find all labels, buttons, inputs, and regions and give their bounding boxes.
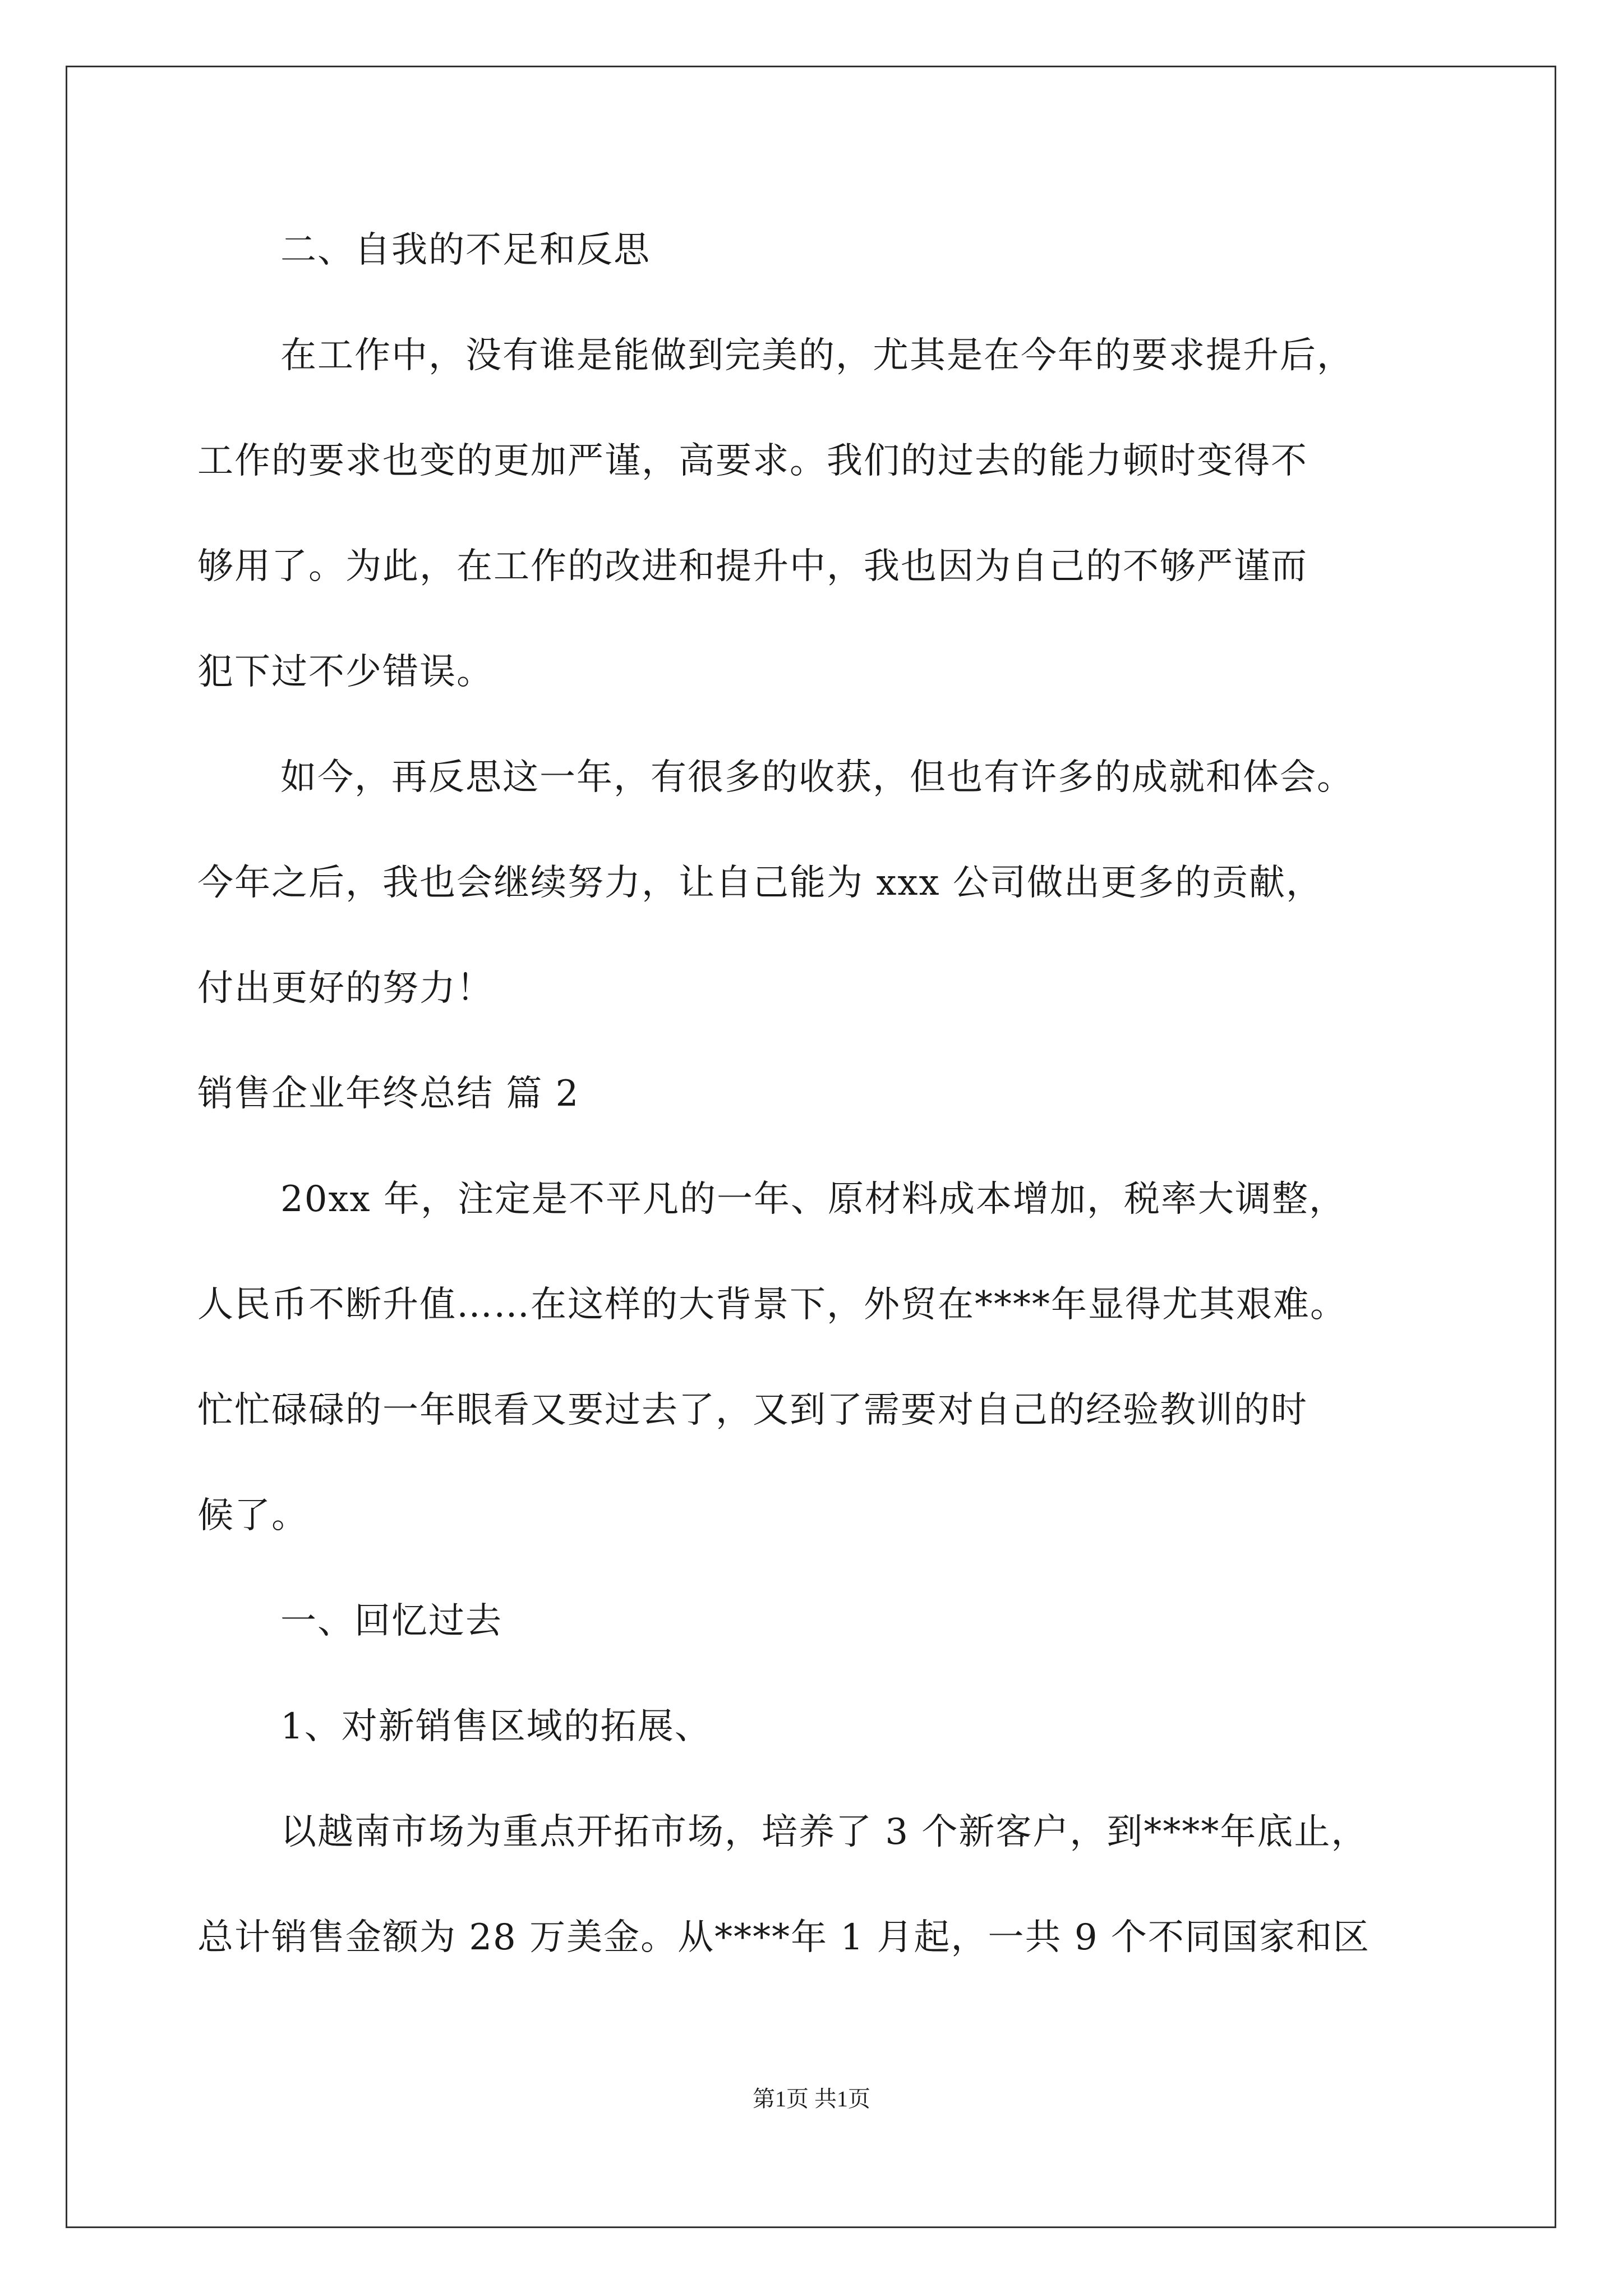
paragraph-line: 总计销售金额为 28 万美金。从****年 1 月起，一共 9 个不同国家和区: [197, 1917, 1370, 1958]
paragraph-line: 今年之后，我也会继续努力，让自己能为 xxx 公司做出更多的贡献，: [197, 862, 1323, 904]
paragraph-line: 付出更好的努力！: [197, 968, 494, 1009]
section-heading-review: 一、回忆过去: [280, 1600, 502, 1642]
paragraph-line: 够用了。为此，在工作的改进和提升中，我也因为自己的不够严谨而: [197, 546, 1308, 587]
paragraph-line: 犯下过不少错误。: [197, 651, 494, 693]
paragraph-line: 忙忙碌碌的一年眼看又要过去了，又到了需要对自己的经验教训的时: [197, 1389, 1308, 1431]
subsection-heading: 1、对新销售区域的拓展、: [280, 1706, 712, 1747]
section-heading-shortcomings: 二、自我的不足和反思: [280, 229, 651, 271]
page-footer: 第1页 共1页: [753, 2086, 870, 2111]
paragraph-line: 在工作中，没有谁是能做到完美的，尤其是在今年的要求提升后，: [280, 335, 1354, 376]
page-frame: [66, 66, 1556, 2228]
paragraph-line: 人民币不断升值……在这样的大背景下，外贸在****年显得尤其艰难。: [197, 1284, 1347, 1326]
paragraph-line: 20xx 年，注定是不平凡的一年、原材料成本增加，税率大调整，: [280, 1179, 1346, 1220]
paragraph-line: 候了。: [197, 1495, 308, 1536]
paragraph-line: 如今，再反思这一年，有很多的收获，但也有许多的成就和体会。: [280, 757, 1354, 798]
paragraph-line: 工作的要求也变的更加严谨，高要求。我们的过去的能力顿时变得不: [197, 440, 1308, 482]
paragraph-line: 以越南市场为重点开拓市场，培养了 3 个新客户，到****年底止，: [280, 1811, 1368, 1853]
article-title: 销售企业年终总结 篇 2: [197, 1073, 580, 1115]
